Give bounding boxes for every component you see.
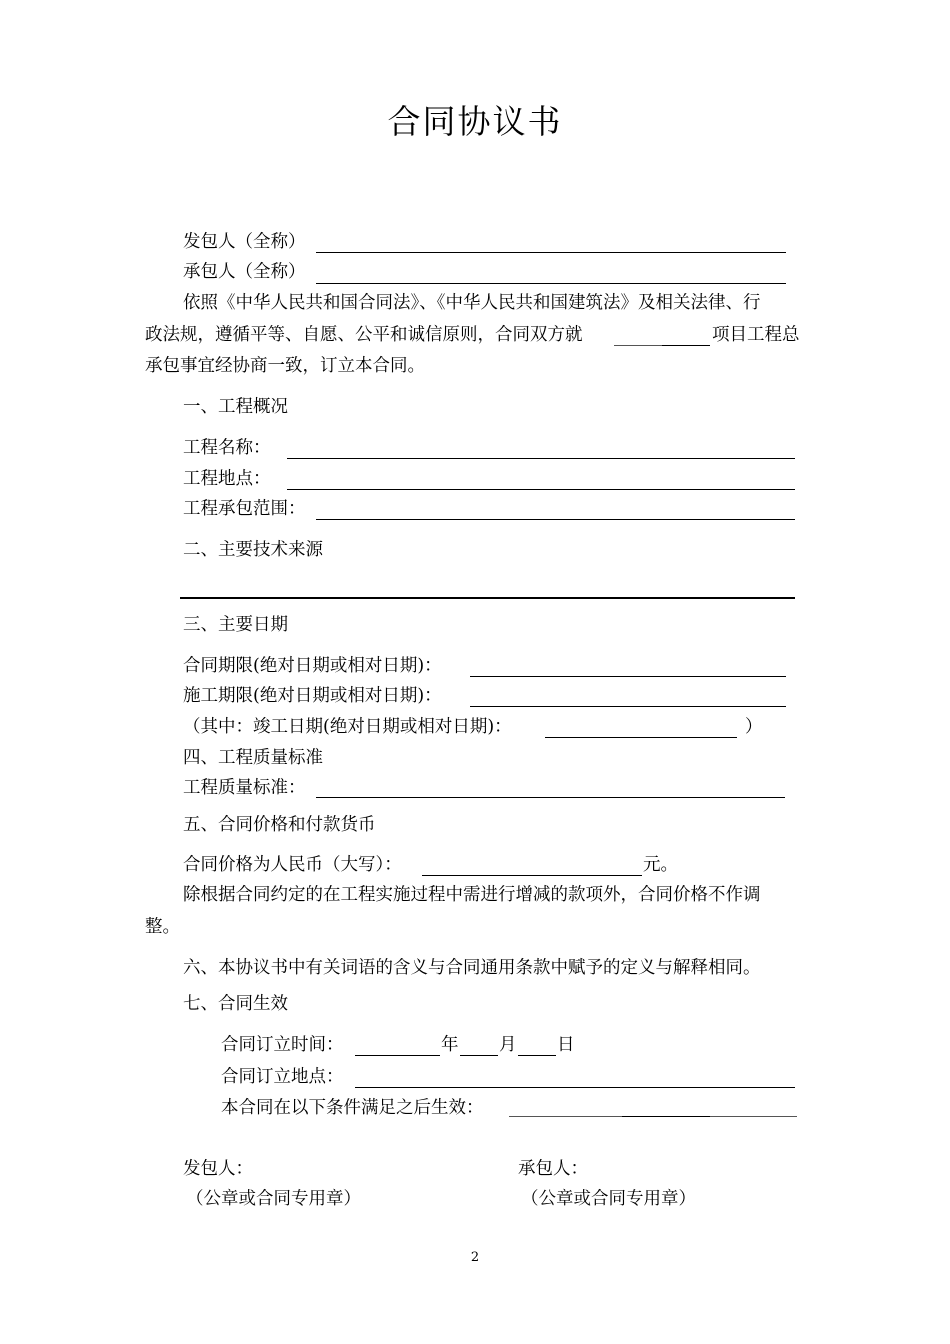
price-adjust-line-2: 整。 <box>145 917 180 937</box>
signing-month-input[interactable] <box>460 1055 498 1056</box>
project-scope-input[interactable] <box>316 519 795 520</box>
contract-price-label: 合同价格为人民币（大写）： <box>183 855 402 875</box>
contract-period-label: 合同期限(绝对日期或相对日期)： <box>183 656 442 676</box>
price-adjust-line-1: 除根据合同约定的在工程实施过程中需进行增减的款项外，合同价格不作调 <box>183 885 761 905</box>
contractor-name-field[interactable] <box>316 283 786 284</box>
contractor-label: 承包人（全称） <box>183 262 306 282</box>
construction-period-input[interactable] <box>470 706 786 707</box>
contract-period-input[interactable] <box>470 676 786 677</box>
technology-source-input[interactable] <box>180 597 795 599</box>
effective-condition-input[interactable] <box>622 1116 710 1117</box>
signing-year-input[interactable] <box>355 1055 440 1056</box>
day-label: 日 <box>557 1035 575 1055</box>
price-unit: 元。 <box>643 855 678 875</box>
condition-underline-thin-a <box>509 1116 622 1117</box>
completion-date-label: （其中：竣工日期(绝对日期或相对日期)： <box>183 717 512 737</box>
month-label: 月 <box>499 1035 517 1055</box>
section-4-heading: 四、工程质量标准 <box>183 748 323 768</box>
project-location-input[interactable] <box>287 489 795 490</box>
employer-signature-label: 发包人： <box>183 1159 253 1179</box>
preamble-line-3: 承包事宜经协商一致，订立本合同。 <box>145 356 425 376</box>
section-2-heading: 二、主要技术来源 <box>183 540 323 560</box>
year-label: 年 <box>441 1035 459 1055</box>
contractor-signature-label: 承包人： <box>518 1159 588 1179</box>
page-title: 合同协议书 <box>387 102 563 141</box>
preamble-line-1: 依照《中华人民共和国合同法》、《中华人民共和国建筑法》及相关法律、行 <box>183 293 761 313</box>
signing-place-label: 合同订立地点： <box>221 1067 344 1087</box>
project-scope-label: 工程承包范围： <box>183 499 306 519</box>
section-1-heading: 一、工程概况 <box>183 397 288 417</box>
effective-condition-label: 本合同在以下条件满足之后生效： <box>221 1098 484 1118</box>
completion-date-input[interactable] <box>545 737 737 738</box>
section-6-text: 六、本协议书中有关词语的含义与合同通用条款中赋予的定义与解释相同。 <box>183 958 761 978</box>
section-7-heading: 七、合同生效 <box>183 994 288 1014</box>
section-5-heading: 五、合同价格和付款货币 <box>183 815 376 835</box>
preamble-line-2a: 政法规，遵循平等、自愿、公平和诚信原则，合同双方就 <box>145 325 583 345</box>
signing-day-input[interactable] <box>518 1055 556 1056</box>
employer-name-field[interactable] <box>316 252 786 253</box>
completion-date-close: ） <box>745 717 763 737</box>
section-3-heading: 三、主要日期 <box>183 615 288 635</box>
project-name-label: 工程名称： <box>183 438 271 458</box>
employer-seal-label: （公章或合同专用章） <box>186 1189 361 1209</box>
contract-price-input[interactable] <box>422 875 642 876</box>
preamble-line-2b: 项目工程总 <box>712 325 800 345</box>
project-location-label: 工程地点： <box>183 469 271 489</box>
contractor-seal-label: （公章或合同专用章） <box>521 1189 696 1209</box>
employer-label: 发包人（全称） <box>183 232 306 252</box>
condition-underline-thin-b <box>710 1116 797 1117</box>
construction-period-label: 施工期限(绝对日期或相对日期)： <box>183 686 442 706</box>
signing-time-label: 合同订立时间： <box>221 1035 344 1055</box>
signing-place-input[interactable] <box>355 1087 795 1088</box>
project-name-input[interactable] <box>287 458 795 459</box>
project-name-underline-thin <box>614 345 662 346</box>
quality-standard-label: 工程质量标准： <box>183 778 306 798</box>
page-number: 2 <box>470 1250 480 1265</box>
project-name-field[interactable] <box>662 345 710 346</box>
quality-standard-input[interactable] <box>316 797 785 798</box>
